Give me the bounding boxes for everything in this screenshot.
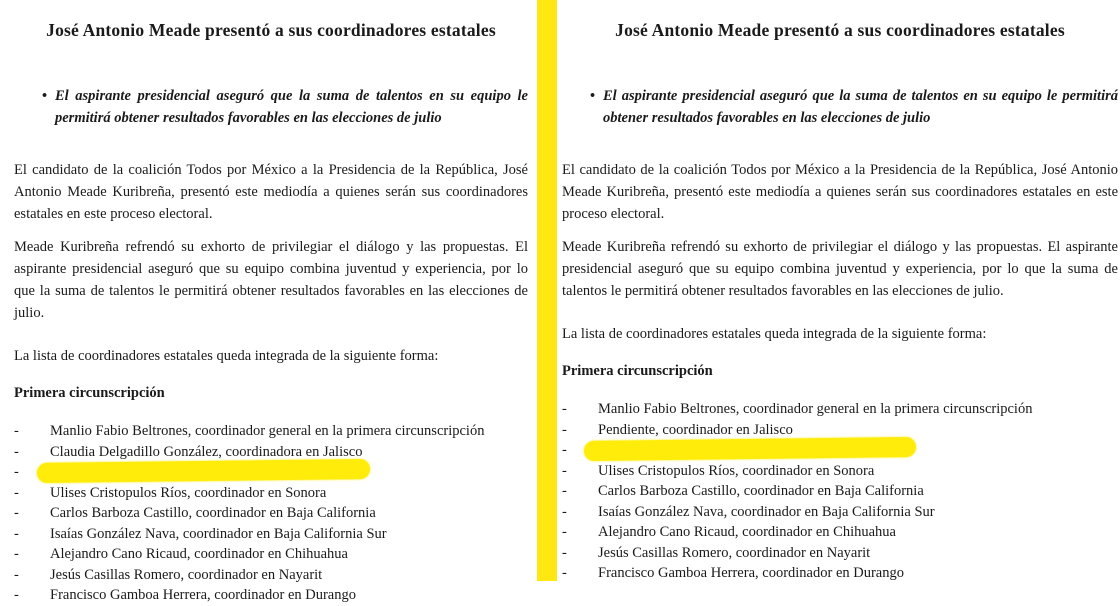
dash-marker: -: [562, 544, 567, 561]
list-item: [14, 524, 528, 545]
list-item: [14, 544, 528, 565]
dash-marker: -: [562, 524, 567, 540]
lead-bullet-text: El aspirante presidencial aseguró que la suma de talentos en su equipo le permitirá obtener resultados favorables en las elecciones de julio: [55, 88, 528, 126]
page-title: José Antonio Meade presentó a sus coordinadores estatales: [615, 20, 1065, 40]
coordinator-list: [14, 421, 528, 606]
list-item-redacted: [562, 440, 1118, 461]
list-item-text: Ulises Cristopulos Ríos, coordinador en Sonora: [50, 484, 327, 501]
page-title: José Antonio Meade presentó a sus coordinadores estatales: [46, 20, 496, 40]
list-item-text: Jesús Casillas Romero, coordinador en Nayarit: [50, 566, 323, 583]
dash-marker: -: [14, 505, 19, 521]
list-item: [562, 399, 1118, 420]
dash-marker: -: [562, 503, 567, 520]
section-heading: Primera circunscripción: [562, 363, 713, 379]
dash-marker: -: [562, 421, 567, 438]
list-item-text: Jesús Casillas Romero, coordinador en Nayarit: [598, 544, 871, 561]
paragraph-1: El candidato de la coalición Todos por México a la Presidencia de la República, José Antonio Meade Kuribreña, presentó este mediodía a quienes serán sus coordinadores estatales en este proceso electoral.: [14, 162, 528, 222]
dash-marker: -: [14, 525, 19, 542]
list-item: [14, 585, 528, 606]
list-item-text: Carlos Barboza Castillo, coordinador en Baja California: [598, 483, 924, 499]
paragraph-2: Meade Kuribreña refrendó su exhorto de privilegiar el diálogo y las propuestas. El aspirante presidencial aseguró que su equipo combina juventud y experiencia, por lo que la suma de talentos le permitirá obtener resultados favorables en las elecciones de julio.: [562, 239, 1118, 299]
lead-bullet-text: El aspirante presidencial aseguró que la suma de talentos en su equipo le permitirá obtener resultados favorables en las elecciones de julio: [603, 88, 1118, 126]
paragraph-1: El candidato de la coalición Todos por México a la Presidencia de la República, José Antonio Meade Kuribreña, presentó este mediodía a quienes serán sus coordinadores estatales en este proceso electoral.: [562, 162, 1118, 222]
vertical-divider-bar: [537, 0, 557, 581]
dash-marker: -: [14, 443, 19, 460]
list-item: [14, 503, 528, 524]
list-item-text: Francisco Gamboa Herrera, coordinador en Durango: [598, 565, 904, 581]
paragraph-2: Meade Kuribreña refrendó su exhorto de privilegiar el diálogo y las propuestas. El aspirante presidencial aseguró que su equipo combina juventud y experiencia, por lo que la suma de talentos le permitirá obtener resultados favorables en las elecciones de julio.: [14, 239, 528, 321]
list-intro: La lista de coordinadores estatales queda integrada de la siguiente forma:: [562, 326, 987, 342]
bullet-icon: •: [590, 88, 596, 104]
list-item: [14, 421, 528, 442]
dash-marker: -: [14, 484, 19, 501]
dash-marker: -: [14, 546, 19, 562]
list-item: [562, 522, 1118, 543]
coordinator-list: [562, 399, 1118, 584]
list-item-text: Isaías González Nava, coordinador en Baja California Sur: [598, 503, 935, 520]
list-intro: La lista de coordinadores estatales queda integrada de la siguiente forma:: [14, 348, 439, 364]
list-item-text: Alejandro Cano Ricaud, coordinador en Chihuahua: [50, 546, 348, 562]
list-item-text: Ulises Cristopulos Ríos, coordinador en Sonora: [598, 462, 875, 479]
list-item-text: Manlio Fabio Beltrones, coordinador general en la primera circunscripción: [598, 401, 1033, 417]
dash-marker: -: [562, 462, 567, 479]
dash-marker: -: [562, 401, 567, 417]
list-item: [14, 442, 528, 463]
redaction-highlight: [584, 437, 916, 461]
document-page-left: [0, 0, 537, 603]
document-page-right: [557, 0, 1120, 581]
lead-bullet: [562, 85, 1118, 129]
list-item: [14, 483, 528, 504]
dash-marker: -: [562, 565, 567, 581]
redaction-highlight: [37, 459, 370, 483]
list-item: [562, 481, 1118, 502]
list-item-text: Pendiente, coordinador en Jalisco: [598, 421, 793, 438]
dash-marker: -: [562, 442, 567, 458]
dash-marker: -: [14, 464, 19, 480]
list-item: [562, 543, 1118, 564]
dash-marker: -: [14, 423, 19, 439]
lead-bullet: [14, 85, 528, 129]
dash-marker: -: [14, 566, 19, 583]
list-item: [562, 502, 1118, 523]
list-item: [562, 563, 1118, 584]
list-item-text: Alejandro Cano Ricaud, coordinador en Chihuahua: [598, 524, 896, 540]
list-item-text: Isaías González Nava, coordinador en Baja California Sur: [50, 525, 387, 542]
list-item-text: Manlio Fabio Beltrones, coordinador general en la primera circunscripción: [50, 423, 485, 439]
list-item-redacted: [14, 462, 528, 483]
list-item: [562, 461, 1118, 482]
section-heading: Primera circunscripción: [14, 385, 165, 401]
dash-marker: -: [14, 587, 19, 603]
list-item: [14, 565, 528, 586]
bullet-icon: •: [42, 88, 48, 104]
list-item-text: Claudia Delgadillo González, coordinadora en Jalisco: [50, 443, 363, 460]
list-item-text: Carlos Barboza Castillo, coordinador en Baja California: [50, 505, 376, 521]
list-item-text: Francisco Gamboa Herrera, coordinador en Durango: [50, 587, 356, 603]
dash-marker: -: [562, 483, 567, 499]
